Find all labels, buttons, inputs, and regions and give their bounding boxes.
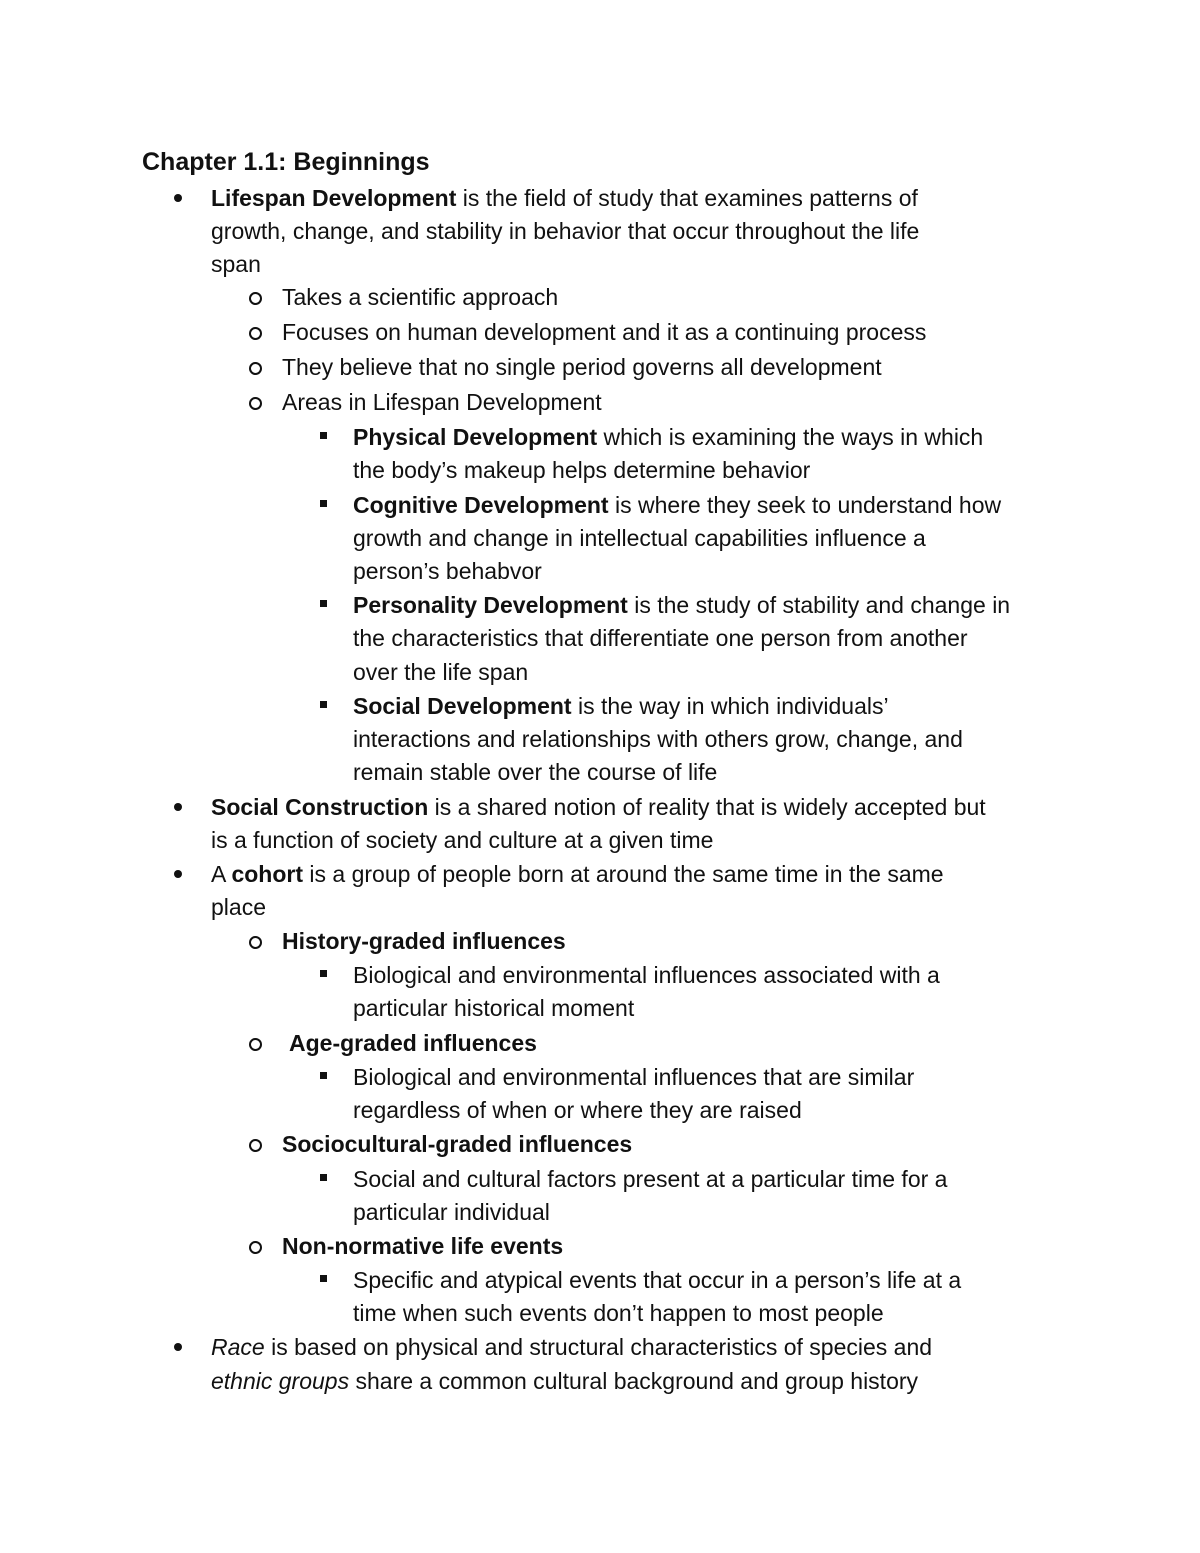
sub-bullet-circle-icon xyxy=(249,1139,262,1152)
cohort-prefix: A xyxy=(211,861,232,887)
cognitive-term: Cognitive Development xyxy=(353,492,609,518)
bullet-dot-icon xyxy=(174,194,182,202)
sub-bullet-circle-icon xyxy=(249,397,262,410)
sociocultural-graded-line-2: particular individual xyxy=(353,1199,550,1225)
lifespan-line-2: growth, change, and stability in behavior that occur throughout the life xyxy=(211,218,920,244)
square-bullet-icon xyxy=(320,1174,327,1181)
cohort-line-1 xyxy=(211,858,944,891)
age-graded-line-1: Biological and environmental influences that are similar xyxy=(353,1064,915,1090)
social-dev-line-1 xyxy=(353,690,889,723)
physical-line-2: the body’s makeup helps determine behavior xyxy=(353,457,811,483)
square-bullet-icon xyxy=(320,600,327,607)
square-bullet-icon xyxy=(320,1072,327,1079)
social-dev-line-3: remain stable over the course of life xyxy=(353,759,718,785)
cognitive-text-1: is where they seek to understand how xyxy=(608,492,1002,518)
cognitive-line-1 xyxy=(353,489,1001,522)
lifespan-text-1: is the field of study that examines patterns of xyxy=(456,185,918,211)
social-dev-term: Social Development xyxy=(353,693,572,719)
physical-line-1 xyxy=(353,421,983,454)
race-text-2: share a common cultural background and group history xyxy=(349,1368,919,1394)
square-bullet-icon xyxy=(320,432,327,439)
personality-line-3: over the life span xyxy=(353,659,529,685)
social-construction-text-1: is a shared notion of reality that is widely accepted but xyxy=(428,794,986,820)
sub-bullet-circle-icon xyxy=(249,1038,262,1051)
square-bullet-icon xyxy=(320,701,327,708)
sub-bullet-circle-icon xyxy=(249,362,262,375)
race-term: Race xyxy=(211,1334,265,1360)
chapter-title: Chapter 1.1: Beginnings xyxy=(142,148,430,176)
lifespan-line-3: span xyxy=(211,251,261,277)
cohort-term: cohort xyxy=(231,861,304,887)
physical-term: Physical Development xyxy=(353,424,598,450)
sub-bullet-circle-icon xyxy=(249,936,262,949)
human-development-item: Focuses on human development and it as a continuing process xyxy=(282,319,927,345)
square-bullet-icon xyxy=(320,1275,327,1282)
square-bullet-icon xyxy=(320,970,327,977)
age-graded-line-2: regardless of when or where they are raised xyxy=(353,1097,802,1123)
history-graded-line-1: Biological and environmental influences associated with a xyxy=(353,962,940,988)
sociocultural-graded-label: Sociocultural-graded influences xyxy=(282,1131,633,1157)
sub-bullet-circle-icon xyxy=(249,1241,262,1254)
history-graded-label: History-graded influences xyxy=(282,928,566,954)
cognitive-line-2: growth and change in intellectual capabilities influence a xyxy=(353,525,926,551)
social-construction-term: Social Construction xyxy=(211,794,429,820)
history-graded-line-2: particular historical moment xyxy=(353,995,635,1021)
square-bullet-icon xyxy=(320,500,327,507)
bullet-dot-icon xyxy=(174,1343,182,1351)
scientific-approach-item: Takes a scientific approach xyxy=(282,284,559,310)
race-text-1: is based on physical and structural characteristics of species and xyxy=(264,1334,933,1360)
age-graded-label: Age-graded influences xyxy=(289,1030,537,1056)
areas-item: Areas in Lifespan Development xyxy=(282,389,602,415)
personality-line-1 xyxy=(353,589,1010,622)
cohort-text-1: is a group of people born at around the same time in the same xyxy=(303,861,944,887)
personality-term: Personality Development xyxy=(353,592,628,618)
race-line-1 xyxy=(211,1331,932,1364)
social-construction-line-1 xyxy=(211,791,986,824)
personality-text-1: is the study of stability and change in xyxy=(627,592,1011,618)
ethnic-groups-term: ethnic groups xyxy=(211,1368,350,1394)
sociocultural-graded-line-1: Social and cultural factors present at a particular time for a xyxy=(353,1166,948,1192)
personality-line-2: the characteristics that differentiate one person from another xyxy=(353,625,968,651)
sub-bullet-circle-icon xyxy=(249,327,262,340)
lifespan-term: Lifespan Development xyxy=(211,185,457,211)
non-normative-label: Non-normative life events xyxy=(282,1233,564,1259)
bullet-dot-icon xyxy=(174,870,182,878)
sub-bullet-circle-icon xyxy=(249,292,262,305)
non-normative-line-1: Specific and atypical events that occur in a person’s life at a xyxy=(353,1267,962,1293)
social-dev-text-1: is the way in which individuals’ xyxy=(571,693,889,719)
lifespan-line-1 xyxy=(211,182,918,215)
non-normative-line-2: time when such events don’t happen to most people xyxy=(353,1300,884,1326)
physical-text-1: which is examining the ways in which xyxy=(597,424,984,450)
race-line-2 xyxy=(211,1365,918,1398)
cognitive-line-3: person’s behabvor xyxy=(353,558,542,584)
social-dev-line-2: interactions and relationships with others grow, change, and xyxy=(353,726,963,752)
bullet-dot-icon xyxy=(174,803,182,811)
cohort-line-2: place xyxy=(211,894,266,920)
social-construction-line-2: is a function of society and culture at a given time xyxy=(211,827,714,853)
single-period-item: They believe that no single period governs all development xyxy=(282,354,882,380)
